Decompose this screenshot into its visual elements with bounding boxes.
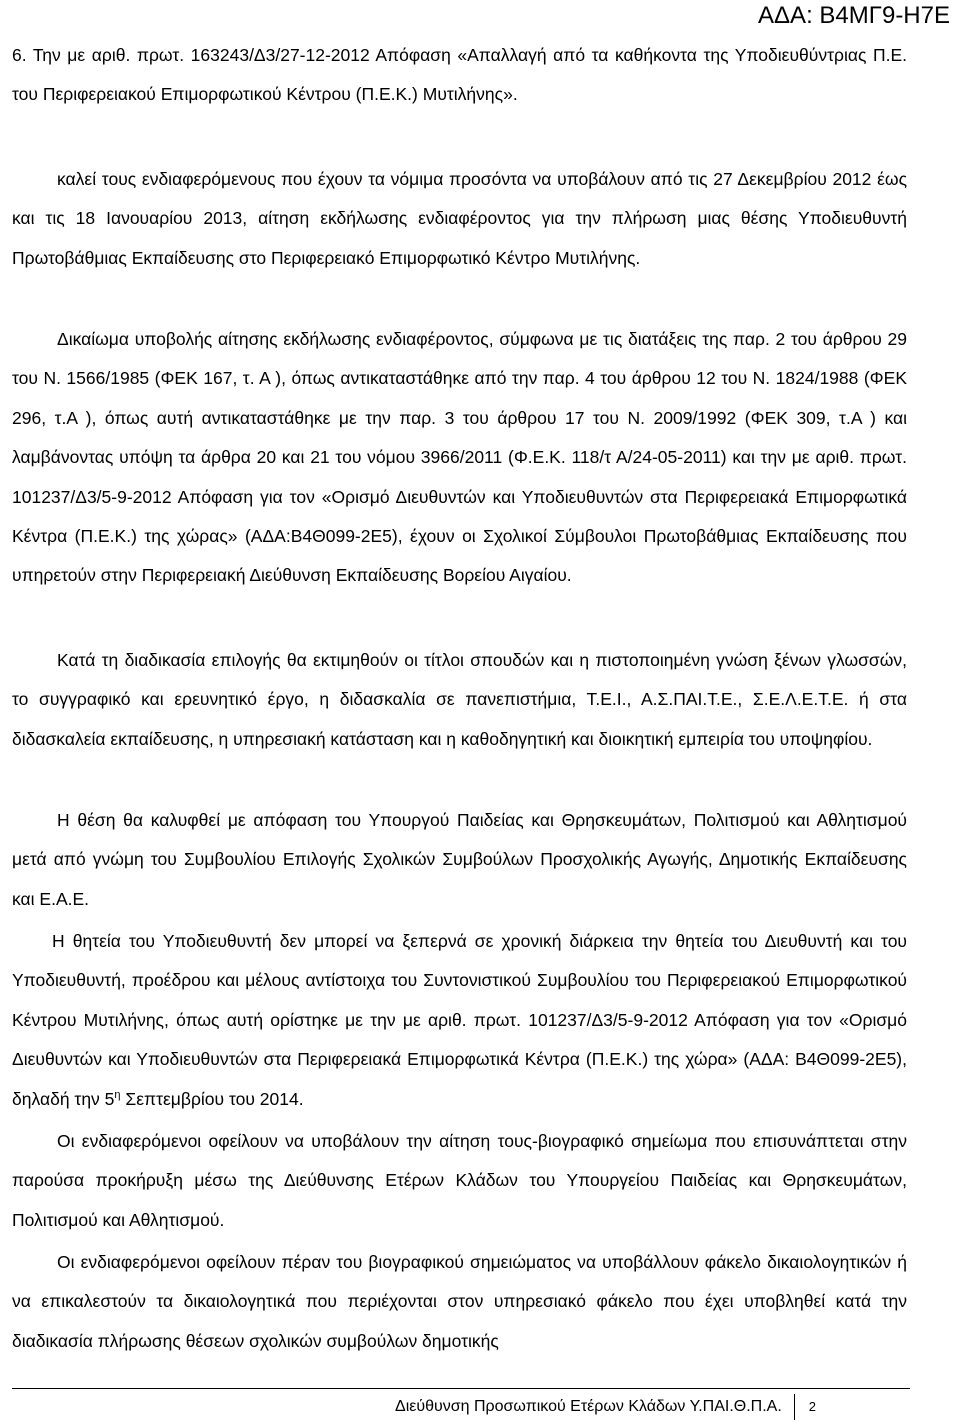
paragraph-position-filling: Η θέση θα καλυφθεί με απόφαση του Υπουργού Παιδείας και Θρησκευμάτων, Πολιτισμού και Αθλητισμού μετά από γνώμη του Συμβουλίου Επιλογής Σχολικών Συμβούλων Προσχολικής Αγωγής, Δημοτικής Εκπαίδευσης και Ε.Α.Ε. <box>12 810 907 909</box>
paragraph-invitation: καλεί τους ενδιαφερόμενους που έχουν τα νόμιμα προσόντα να υποβάλουν από τις 27 Δεκεμβρίου 2012 έως και τις 18 Ιανουαρίου 2013, αίτηση εκδήλωσης ενδιαφέροντος για την πλήρωση μιας θέσης Υποδιευθυντή Πρωτοβάθμιας Εκπαίδευσης στο Περιφερειακό Επιμορφωτικό Κέντρο Μυτιλήνης. <box>12 169 907 268</box>
page-footer <box>395 1392 816 1422</box>
term-end-text: Σεπτεμβρίου του 2014. <box>120 1088 304 1109</box>
ada-code: ΑΔΑ: Β4ΜΓ9-Η7Ε <box>758 2 950 29</box>
item-6-text: 6. Την με αριθ. πρωτ. 163243/Δ3/27-12-2012 Απόφαση «Απαλλαγή από τα καθήκοντα της Υποδιευθύντριας Π.Ε. του Περιφερειακού Επιμορφωτικού Κέντρου (Π.Ε.Κ.) Μυτιλήνης». <box>12 45 907 105</box>
paragraph-submission: Οι ενδιαφερόμενοι οφείλουν να υποβάλουν την αίτηση τους-βιογραφικό σημείωμα που επισυνάπτεται στην παρούσα προκήρυξη μέσω της Διεύθυνσης Ετέρων Κλάδων του Υπουργείου Παιδείας και Θρησκευμάτων, Πολιτισμού και Αθλητισμού. <box>12 1131 907 1230</box>
paragraph-supporting-documents: Οι ενδιαφερόμενοι οφείλουν πέραν του βιογραφικού σημειώματος να υποβάλλουν φάκελο δικαιολογητικών ή να επικαλεστούν τα δικαιολογητικά που περιέχονται στον υπηρεσιακό φάκελο που έχει υποβληθεί κατά την διαδικασία πλήρωσης θέσεων σχολικών συμβούλων δημοτικής <box>12 1252 907 1351</box>
footer-divider <box>12 1388 910 1389</box>
ordinal-superscript: η <box>114 1088 121 1101</box>
term-text: Η θητεία του Υποδιευθυντή δεν μπορεί να ξεπερνά σε χρονική διάρκεια την θητεία του Διευθυντή και του Υποδιευθυντή, προέδρου και μέλους αντίστοιχα του Συντονιστικού Συμβουλίου του Περιφερειακού Επιμορφωτικού Κέντρου Μυτιλήνης, όπως αυτή ορίστηκε με την με αριθ. πρωτ. 101237/Δ3/5-9-2012 Απόφαση για τον «Ορισμό Διευθυντών και Υποδιευθυντών στα Περιφερειακά Επιμορφωτικά Κέντρα (Π.Ε.Κ.) της χώρα» (ΑΔΑ: Β4Θ099-2Ε5), δηλαδή την 5 <box>12 931 907 1109</box>
page-number: 2 <box>808 1399 817 1414</box>
paragraph-selection-criteria: Κατά τη διαδικασία επιλογής θα εκτιμηθούν οι τίτλοι σπουδών και η πιστοποιημένη γνώση ξένων γλωσσών, το συγγραφικό και ερευνητικό έργο, η διδασκαλία σε πανεπιστήμια, Τ.Ε.Ι., Α.Σ.ΠΑΙ.Τ.Ε., Σ.Ε.Λ.Ε.Τ.Ε. ή στα διδασκαλεία εκπαίδευσης, η υπηρεσιακή κατάσταση και η καθοδηγητική και διοικητική εμπειρία του υποψηφίου. <box>12 650 907 749</box>
footer-department: Διεύθυνση Προσωπικού Ετέρων Κλάδων Υ.ΠΑΙ.Θ.Π.Α. <box>395 1398 782 1415</box>
paragraph-term-duration <box>12 922 907 1119</box>
paragraph-eligibility: Δικαίωμα υποβολής αίτησης εκδήλωσης ενδιαφέροντος, σύμφωνα με τις διατάξεις της παρ. 2 του άρθρου 29 του Ν. 1566/1985 (ΦΕΚ 167, τ. Α ), όπως αντικαταστάθηκε από την παρ. 4 του άρθρου 12 του Ν. 1824/1988 (ΦΕΚ 296, τ.Α ), όπως αυτή αντικαταστάθηκε με την παρ. 3 του άρθρου 17 του Ν. 2009/1992 (ΦΕΚ 309, τ.Α ) και λαμβάνοντας υπόψη τα άρθρα 20 και 21 του νόμου 3966/2011 (Φ.Ε.Κ. 118/τ Α/24-05-2011) και την με αριθ. πρωτ. 101237/Δ3/5-9-2012 Απόφαση για τον «Ορισμό Διευθυντών και Υποδιευθυντών στα Περιφερειακά Επιμορφωτικά Κέντρα (Π.Ε.Κ.) της χώρας» (ΑΔΑ:Β4Θ099-2Ε5), έχουν οι Σχολικοί Σύμβουλοι Πρωτοβάθμιας Εκπαίδευσης που υπηρετούν στην Περιφερειακή Διεύθυνση Εκπαίδευσης Βορείου Αιγαίου. <box>12 329 907 586</box>
footer-separator <box>794 1394 795 1420</box>
